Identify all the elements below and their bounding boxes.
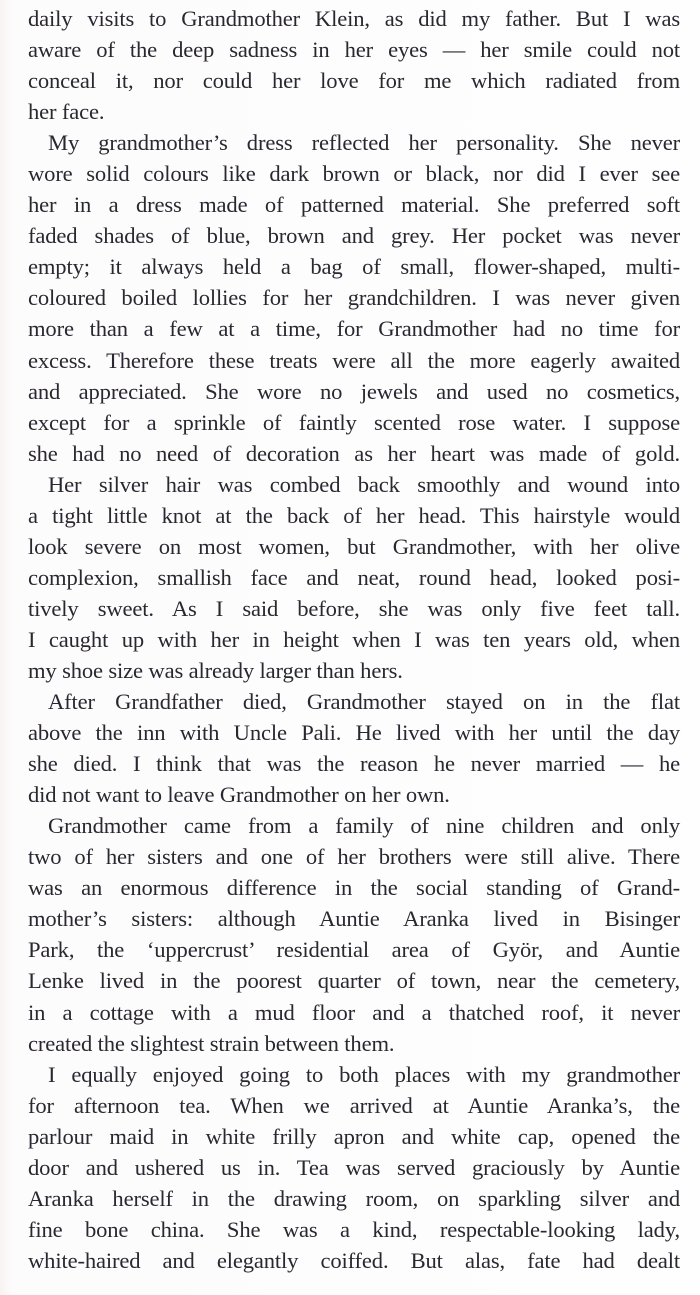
text-line: a tight little knot at the back of her head. This hairstyle would [28, 502, 680, 528]
text-line: coloured boiled lollies for her grandchildren. I was never given [28, 285, 680, 311]
text-line: Lenke lived in the poorest quarter of town, near the cemetery, [28, 968, 680, 994]
body-text [28, 3, 680, 1276]
text-line: conceal it, nor could her love for me which radiated from [28, 68, 680, 94]
text-line: above the inn with Uncle Pali. He lived with her until the day [28, 720, 680, 746]
text-line: two of her sisters and one of her brothers were still alive. There [28, 844, 680, 870]
text-line: empty; it always held a bag of small, flower-shaped, multi- [28, 254, 680, 280]
text-line: After Grandfather died, Grandmother stayed on in the flat [48, 689, 680, 715]
text-line: her face. [28, 99, 105, 125]
text-line: Her silver hair was combed back smoothly and wound into [48, 471, 680, 497]
text-line: Park, the ‘uppercrust’ residential area of Györ, and Auntie [28, 937, 680, 963]
text-line: My grandmother’s dress reflected her personality. She never [48, 130, 680, 156]
text-line: mother’s sisters: although Auntie Aranka lived in Bisinger [28, 906, 680, 932]
text-line: excess. Therefore these treats were all the more eagerly awaited [28, 347, 680, 373]
text-line: did not want to leave Grandmother on her own. [28, 782, 450, 808]
text-line: my shoe size was already larger than hers. [28, 657, 403, 683]
paragraph [28, 3, 680, 127]
text-line: fine bone china. She was a kind, respectable-looking lady, [28, 1216, 680, 1242]
text-line: more than a few at a time, for Grandmother had no time for [28, 316, 680, 342]
text-line: aware of the deep sadness in her eyes — her smile could not [28, 37, 680, 63]
text-line: wore solid colours like dark brown or black, nor did I ever see [28, 161, 680, 187]
text-line: daily visits to Grandmother Klein, as did my father. But I was [28, 6, 680, 31]
text-line: parlour maid in white frilly apron and white cap, opened the [28, 1123, 680, 1149]
text-line: was an enormous difference in the social standing of Grand- [28, 875, 680, 901]
text-line: look severe on most women, but Grandmother, with her olive [28, 533, 680, 559]
text-line: created the slightest strain between them. [28, 1030, 395, 1056]
text-line: she had no need of decoration as her heart was made of gold. [28, 440, 680, 466]
text-line: I caught up with her in height when I was ten years old, when [28, 626, 680, 652]
text-line: and appreciated. She wore no jewels and used no cosmetics, [28, 378, 680, 404]
text-line: in a cottage with a mud floor and a thatched roof, it never [28, 999, 680, 1025]
text-line: she died. I think that was the reason he never married — he [28, 751, 680, 777]
text-line: tively sweet. As I said before, she was only five feet tall. [28, 595, 680, 621]
text-line: I equally enjoyed going to both places with my grandmother [48, 1061, 680, 1087]
paragraph [28, 469, 680, 686]
paragraph [28, 686, 680, 810]
text-line: Grandmother came from a family of nine children and only [48, 813, 680, 839]
paragraph [28, 127, 680, 469]
text-line: complexion, smallish face and neat, round head, looked posi- [28, 564, 680, 590]
text-line: white-haired and elegantly coiffed. But alas, fate had dealt [28, 1247, 680, 1273]
text-line: Aranka herself in the drawing room, on sparkling silver and [28, 1185, 680, 1211]
text-line: faded shades of blue, brown and grey. Her pocket was never [28, 223, 680, 249]
paragraph [28, 810, 680, 1058]
text-line: for afternoon tea. When we arrived at Auntie Aranka’s, the [28, 1092, 680, 1118]
text-line: her in a dress made of patterned material. She preferred soft [28, 192, 680, 218]
paragraph [28, 1059, 680, 1276]
text-line: door and ushered us in. Tea was served graciously by Auntie [28, 1154, 680, 1180]
text-line: except for a sprinkle of faintly scented rose water. I suppose [28, 409, 680, 435]
